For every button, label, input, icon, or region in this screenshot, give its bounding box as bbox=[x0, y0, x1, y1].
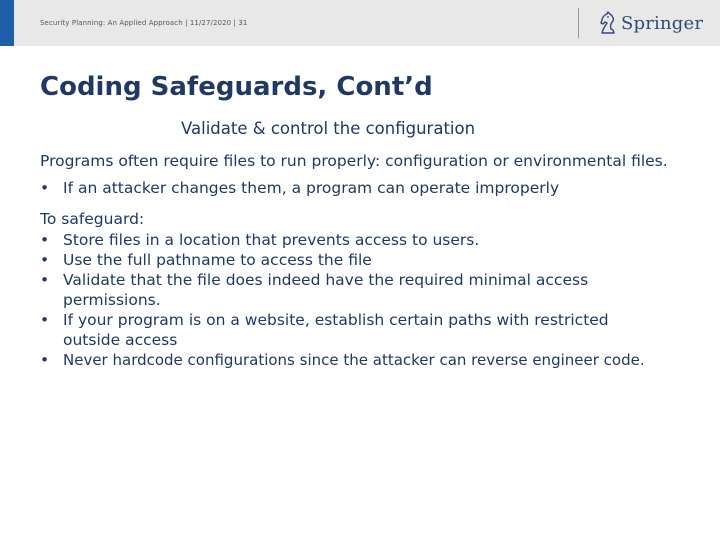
list-item bbox=[40, 270, 700, 310]
intro-bullet bbox=[40, 178, 700, 199]
bullet-marker: • bbox=[40, 179, 50, 197]
chess-knight-icon bbox=[598, 11, 618, 35]
header-divider bbox=[578, 8, 579, 38]
safeguard-list bbox=[40, 230, 700, 370]
intro-paragraph: Programs often require files to run properly: configuration or environmental files. bbox=[40, 152, 668, 170]
bullet-marker: • bbox=[40, 251, 50, 269]
bullet-marker: • bbox=[40, 351, 50, 369]
bullet-text: If an attacker changes them, a program can operate improperly bbox=[63, 179, 560, 197]
slide-subtitle: Validate & control the configuration bbox=[181, 119, 476, 138]
list-item bbox=[40, 230, 700, 250]
list-item bbox=[40, 310, 700, 350]
list-item bbox=[40, 350, 700, 370]
list-item-text: Store files in a location that prevents access to users. bbox=[63, 231, 480, 249]
bullet-marker: • bbox=[40, 231, 50, 249]
list-item-text: Use the full pathname to access the file bbox=[63, 251, 372, 269]
list-item bbox=[40, 250, 700, 270]
bullet-marker: • bbox=[40, 271, 50, 289]
slide-footer-text: Security Planning: An Applied Approach | 11/27/2020 | 31 bbox=[40, 19, 248, 27]
slide-body bbox=[40, 151, 700, 370]
safeguard-heading: To safeguard: bbox=[40, 210, 145, 228]
list-item-text: Validate that the file does indeed have the required minimal access permissions. bbox=[63, 271, 589, 309]
bullet-marker: • bbox=[40, 311, 50, 329]
springer-logo bbox=[598, 10, 703, 36]
header-accent bbox=[0, 0, 14, 46]
list-item-text: Never hardcode configurations since the attacker can reverse engineer code. bbox=[63, 351, 645, 369]
slide-title: Coding Safeguards, Cont’d bbox=[40, 72, 433, 102]
list-item-text: If your program is on a website, establish certain paths with restricted outside access bbox=[63, 311, 609, 349]
springer-wordmark: Springer bbox=[621, 12, 704, 34]
